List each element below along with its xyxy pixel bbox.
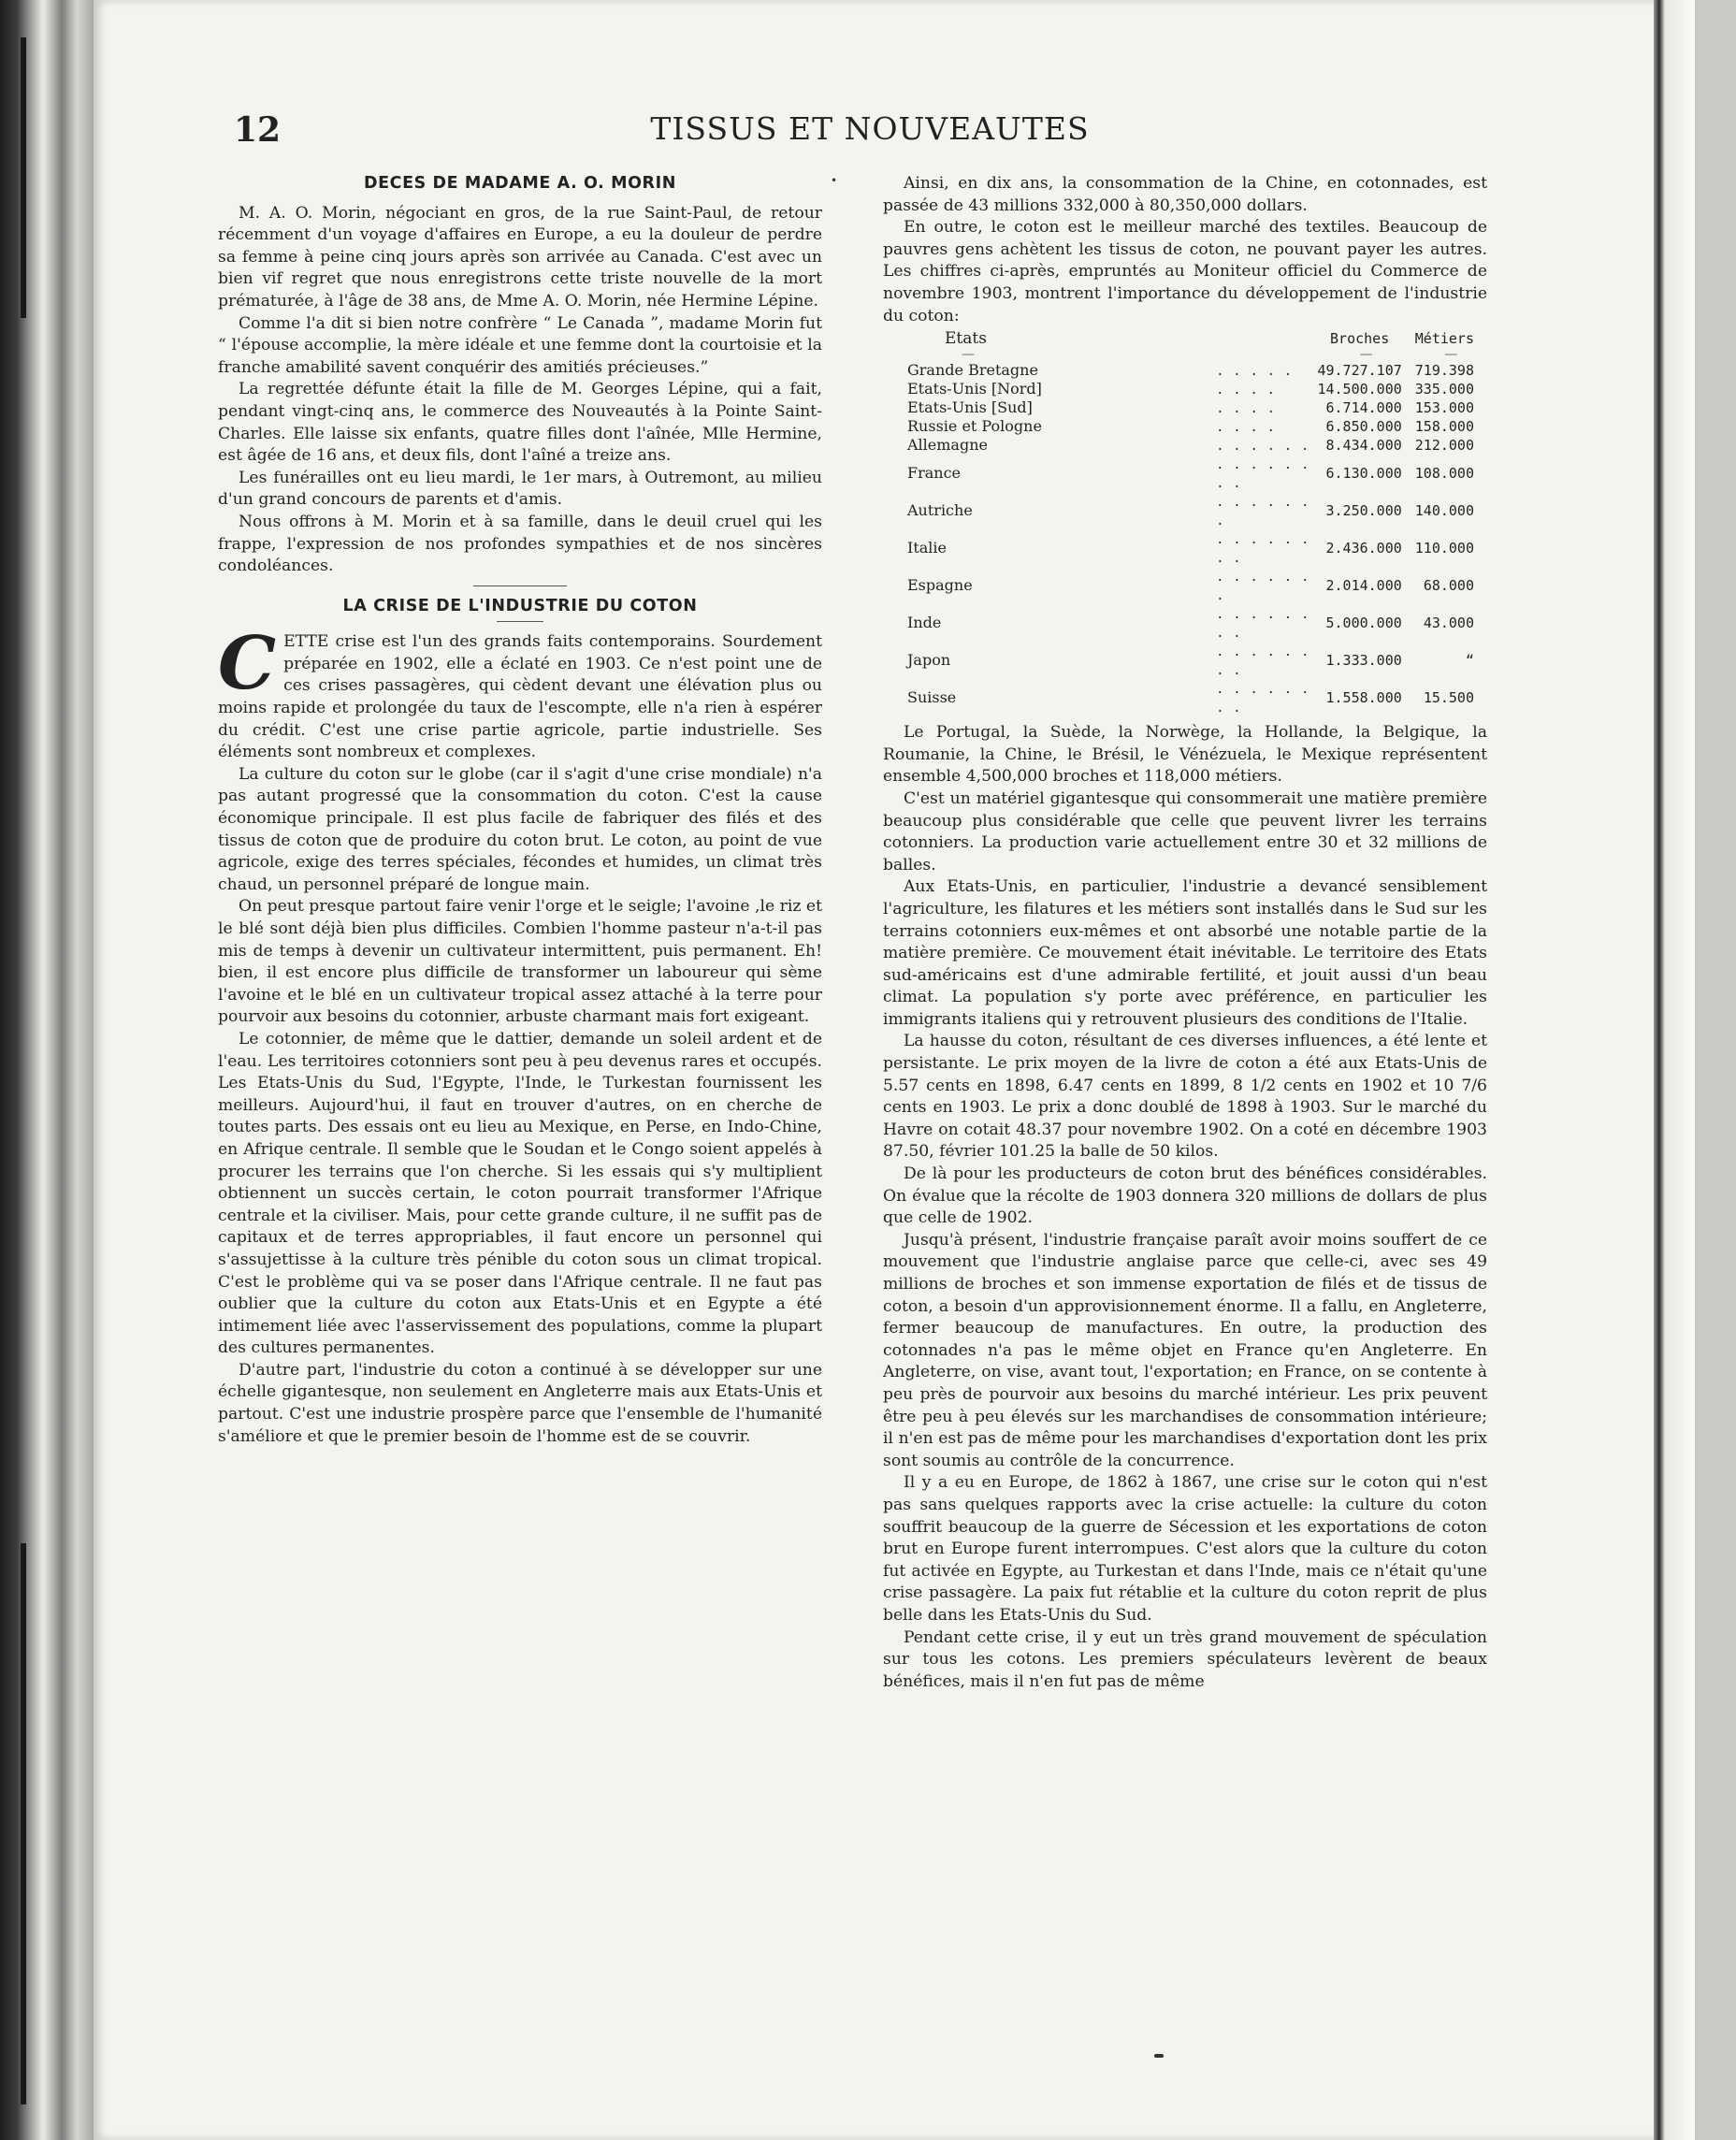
leader-dots: . . . . . . . [1217,567,1311,604]
country-cell: Inde [907,614,942,632]
broches-cell: 14.500.000 [1317,381,1402,398]
country-cell: Autriche [907,501,973,520]
paragraph: On peut presque partout faire venir l'orge et le seigle; l'avoine ,le riz et le blé sont déjà bien plus difficiles. Combien l'homme pasteur n'a-t-il pas mis de temps à devenir un cultivateur intermittent, puis permanent. Eh! bien, il est encore plus difficile de transformer un laboureur qui sème l'avoine et le blé en un cultivateur tropical assez attaché à la terre pour pourvoir aux besoins du cotonnier, arbuste charmant mais fort exigeant. [218,897,822,1027]
binding-edge [21,37,26,318]
drop-cap-letter: C [218,621,277,707]
leader-dots: . . . . [1217,417,1278,436]
paragraph: Le Portugal, la Suède, la Norwège, la Hollande, la Belgique, la Roumanie, la Chine, le Brésil, le Vénézuela, le Mexique représentent ensemble 4,500,000 broches et 118,000 métiers. [883,723,1487,787]
leader-dots: . . . . [1217,380,1278,398]
table-row [883,679,1487,716]
broches-cell: 2.014.000 [1325,577,1402,595]
metiers-cell: 153.000 [1414,399,1474,417]
left-column [218,173,822,1448]
book-binding [0,0,94,2140]
country-cell: France [907,464,962,483]
leader-dots: . . . . [1217,398,1278,417]
table-row [883,567,1487,604]
country-cell: Japon [907,651,951,670]
table-body [883,361,1487,716]
table-row [883,361,1487,380]
table-row [883,436,1487,455]
paragraph: Pendant cette crise, il y eut un très grand mouvement de spéculation sur tous les cotons. Les premiers spéculateurs levèrent de beaux bénéfices, mais il n'en fut pas de même [883,1627,1487,1691]
country-cell: Italie [907,539,947,557]
column-header-broches: Broches [1330,330,1390,348]
article-title-crise: LA CRISE DE L'INDUSTRIE DU COTON [342,596,698,615]
metiers-cell: 140.000 [1414,502,1474,520]
title-rule [497,621,543,622]
bullet-mark: • [831,174,838,187]
broches-cell: 8.434.000 [1325,437,1402,455]
leader-dots: . . . . . . . [1217,492,1311,529]
paragraph: La hausse du coton, résultant de ces diverses influences, a été lente et persistante. Le prix moyen de la livre de coton a été aux Etats-Unis de 5.57 cents en 1898, 6.47 cents en 1899, 8 1/2 cents en 1902 et 10 7/6 cents en 1903. Le prix a donc doublé de 1898 à 1903. Sur le marché du Havre on cotait 48.37 pour novembre 1902. On a coté en décembre 1903 87.50, février 101.25 la balle de 50 kilos. [883,1032,1487,1162]
broches-cell: 49.727.107 [1317,362,1402,380]
leader-dots: . . . . . . [1217,436,1311,455]
page-edge [1654,0,1695,2140]
country-cell: Russie et Pologne [907,417,1042,436]
column-header-etats: Etats [945,329,987,349]
paragraph: La culture du coton sur le globe (car il s'agit d'une crise mondiale) n'a pas autant progressé que la consommation du coton. C'est la cause économique principale. Il est plus facile de fabriquer des filés et des tissus de coton que de produire du coton brut. Le coton, au point de vue agricole, exige des terres spéciales, fécondes et humides, un climat très chaud, un personnel préparé de longue main. [218,764,822,894]
metiers-cell: 212.000 [1414,437,1474,455]
article-title-deces: DECES DE MADAME A. O. MORIN [363,174,676,193]
paragraph: C'est un matériel gigantesque qui consommerait une matière première beaucoup plus considérable que celle que peuvent livrer les terrains cotonniers. La production varie actuellement entre 30 et 32 millions de balles. [883,788,1487,875]
leader-dots: . . . . . . . . [1217,604,1311,642]
paragraph: M. A. O. Morin, négociant en gros, de la rue Saint-Paul, de retour récemment d'un voyage d'affaires en Europe, a eu la douleur de perdre sa femme à peine cinq jours après son arrivée au Canada. C'est avec un bien vif regret que nous enregistrons cette triste nouvelle de la mort prématurée, à l'âge de 38 ans, de Mme A. O. Morin, née Hermine Lépine. [218,203,822,311]
leader-dots: . . . . . . . . [1217,529,1311,567]
metiers-cell: 15.500 [1423,689,1474,707]
right-column [883,173,1487,1693]
table-row [883,604,1487,642]
paragraph: Comme l'a dit si bien notre confrère “ Le Canada ”, madame Morin fut “ l'épouse accomplie, la mère idéale et une femme dont la courtoisie et la franche amabilité savent conquérir des amitiés précieuses.” [218,313,822,377]
paragraph: De là pour les producteurs de coton brut des bénéfices considérables. On évalue que la récolte de 1903 donnera 320 millions de dollars de plus que celle de 1902. [883,1164,1487,1228]
broches-cell: 6.714.000 [1325,399,1402,417]
table-dash-row: — — — [962,347,1458,363]
scan-speck [1154,2054,1164,2058]
page-header [131,110,1609,157]
metiers-cell: 68.000 [1423,577,1474,595]
table-row [883,398,1487,417]
country-cell: Suisse [907,688,957,707]
broches-cell: 2.436.000 [1325,540,1402,557]
broches-cell: 6.130.000 [1325,465,1402,483]
table-header-row [883,329,1487,348]
paragraph: La regrettée défunte était la fille de M. Georges Lépine, qui a fait, pendant vingt-cinq ans, le commerce des Nouveautés à la Pointe Saint-Charles. Elle laisse six enfants, quatre filles dont l'aînée, Mlle Hermine, est âgée de 16 ans, et deux fils, dont l'aîné a treize ans. [218,380,822,466]
metiers-cell: 158.000 [1414,418,1474,436]
leader-dots: . . . . . . . . [1217,642,1311,679]
broches-cell: 5.000.000 [1325,615,1402,632]
metiers-cell: 110.000 [1414,540,1474,557]
cotton-industry-table [883,329,1487,716]
leader-dots: . . . . . . . . [1217,679,1311,716]
paragraph-with-dropcap [218,621,822,764]
table-row [883,642,1487,679]
metiers-cell: 108.000 [1414,465,1474,483]
table-row [883,492,1487,529]
table-row [883,455,1487,492]
paragraph: Nous offrons à M. Morin et à sa famille, dans le deuil cruel qui les frappe, l'expression de nos profondes sympathies et de nos sincères condoléances. [218,512,822,576]
table-row [883,417,1487,436]
leader-dots: . . . . . [1217,361,1295,380]
country-cell: Espagne [907,576,973,595]
paragraph: Il y a eu en Europe, de 1862 à 1867, une crise sur le coton qui n'est pas sans quelques rapports avec la crise actuelle: la culture du coton souffrit beaucoup de la guerre de Sécession et les exportations de coton brut en Europe furent interrompues. C'est alors que la culture du coton fut activée en Egypte, au Turkestan et dans l'Inde, mais ce n'était qu'une crise passagère. La paix fut rétablie et la culture du coton reprit de plus belle dans les Etats-Unis du Sud. [883,1473,1487,1625]
metiers-cell: 719.398 [1414,362,1474,380]
paragraph: Aux Etats-Unis, en particulier, l'industrie a devancé sensiblement l'agriculture, les filatures et les métiers sont installés dans le Sud sur les terrains cotonniers eux-mêmes et ont absorbé une notable partie de la matière première. Ce mouvement était inévitable. Le territoire des Etats sud-américains est d'une admirable fertilité, et jouit aussi d'un beau climat. La population s'y porte avec préférence, en particulier les immigrants italiens qui y retrouvent plusieurs des conditions de l'Italie. [883,877,1487,1029]
paragraph: D'autre part, l'industrie du coton a continué à se développer sur une échelle gigantesque, non seulement en Angleterre mais aux Etats-Unis et partout. C'est une industrie prospère parce que l'ensemble de l'humanité s'améliore et que le premier besoin de l'homme est de se couvrir. [218,1360,822,1446]
metiers-cell: “ [1465,652,1474,670]
column-header-metiers: Métiers [1414,330,1474,348]
broches-cell: 1.333.000 [1325,652,1402,670]
paragraph: Ainsi, en dix ans, la consommation de la Chine, en cotonnades, est passée de 43 millions 332,000 à 80,350,000 dollars. [883,174,1487,215]
broches-cell: 1.558.000 [1325,689,1402,707]
country-cell: Etats-Unis [Nord] [907,380,1042,398]
broches-cell: 3.250.000 [1325,502,1402,520]
table-row [883,380,1487,398]
page-number: 12 [234,110,282,150]
paragraph: En outre, le coton est le meilleur marché des textiles. Beaucoup de pauvres gens achètent les tissus de coton, ne pouvant payer les autres. Les chiffres ci-après, empruntés au Moniteur officiel du Commerce de novembre 1903, montrent l'importance du développement de l'industrie du coton: [883,218,1487,325]
running-title: TISSUS ET NOUVEAUTES [650,110,1090,147]
broches-cell: 6.850.000 [1325,418,1402,436]
paragraph-text: ETTE crise est l'un des grands faits contemporains. Sourdement préparée en 1902, elle a éclaté en 1903. Ce n'est point une de ces crises passagères, qui cèdent devant une élévation plus ou moins rapide et prolongée du taux de l'escompte, elle n'a rien à espérer du crédit. C'est une crise partie agricole, partie industrielle. Ses éléments sont nombreux et complexes. [218,632,822,762]
leader-dots: . . . . . . . . [1217,455,1311,492]
table-row [883,529,1487,567]
binding-edge [21,1543,26,2104]
metiers-cell: 43.000 [1423,615,1474,632]
metiers-cell: 335.000 [1414,381,1474,398]
paragraph: Les funérailles ont eu lieu mardi, le 1er mars, à Outremont, au milieu d'un grand concours de parents et d'amis. [218,468,822,510]
country-cell: Allemagne [907,436,988,455]
country-cell: Grande Bretagne [907,361,1038,380]
paragraph: Jusqu'à présent, l'industrie française paraît avoir moins souffert de ce mouvement que l'industrie anglaise parce que celle-ci, avec ses 49 millions de broches et son immense exportation de filés et de tissus de coton, a besoin d'un approvisionnement énorme. Il a fallu, en Angleterre, fermer beaucoup de manufactures. En outre, la production des cotonnades n'a pas le même objet en France qu'en Angleterre. En Angleterre, on vise, avant tout, l'exportation; en France, on se contente à peu près de pourvoir aux besoins du marché intérieur. Les prix peuvent être peu à peu élevés sur les marchandises de consommation intérieure; il n'en est pas de même pour les marchandises d'exportation dont les prix sont soumis au contrôle de la concurrence. [883,1230,1487,1470]
paragraph: Le cotonnier, de même que le dattier, demande un soleil ardent et de l'eau. Les territoires cotonniers sont peu à peu devenus rares et occupés. Les Etats-Unis du Sud, l'Egypte, l'Inde, le Turkestan fournissent les meilleurs. Aujourd'hui, il faut en trouver d'autres, on en cherche de toutes parts. Des essais ont eu lieu au Mexique, en Perse, en Indo-Chine, en Afrique centrale. Il semble que le Soudan et le Congo soient appelés à procurer les terrains que l'on cherche. Si les essais qui s'y multiplient obtiennent un succès certain, le coton pourrait transformer l'Afrique centrale et la civiliser. Mais, pour cette grande culture, il ne suffit pas de capitaux et de terres appropriables, il faut encore un personnel qui s'assujettisse à la culture très pénible du coton sous un climat tropical. C'est le problème qui va se poser dans l'Afrique centrale. Il ne faut pas oublier que la culture du coton aux Etats-Unis et en Egypte a été intimement liée avec l'asservissement des populations, comme la plupart des cultures permanentes. [218,1029,822,1358]
country-cell: Etats-Unis [Sud] [907,398,1033,417]
